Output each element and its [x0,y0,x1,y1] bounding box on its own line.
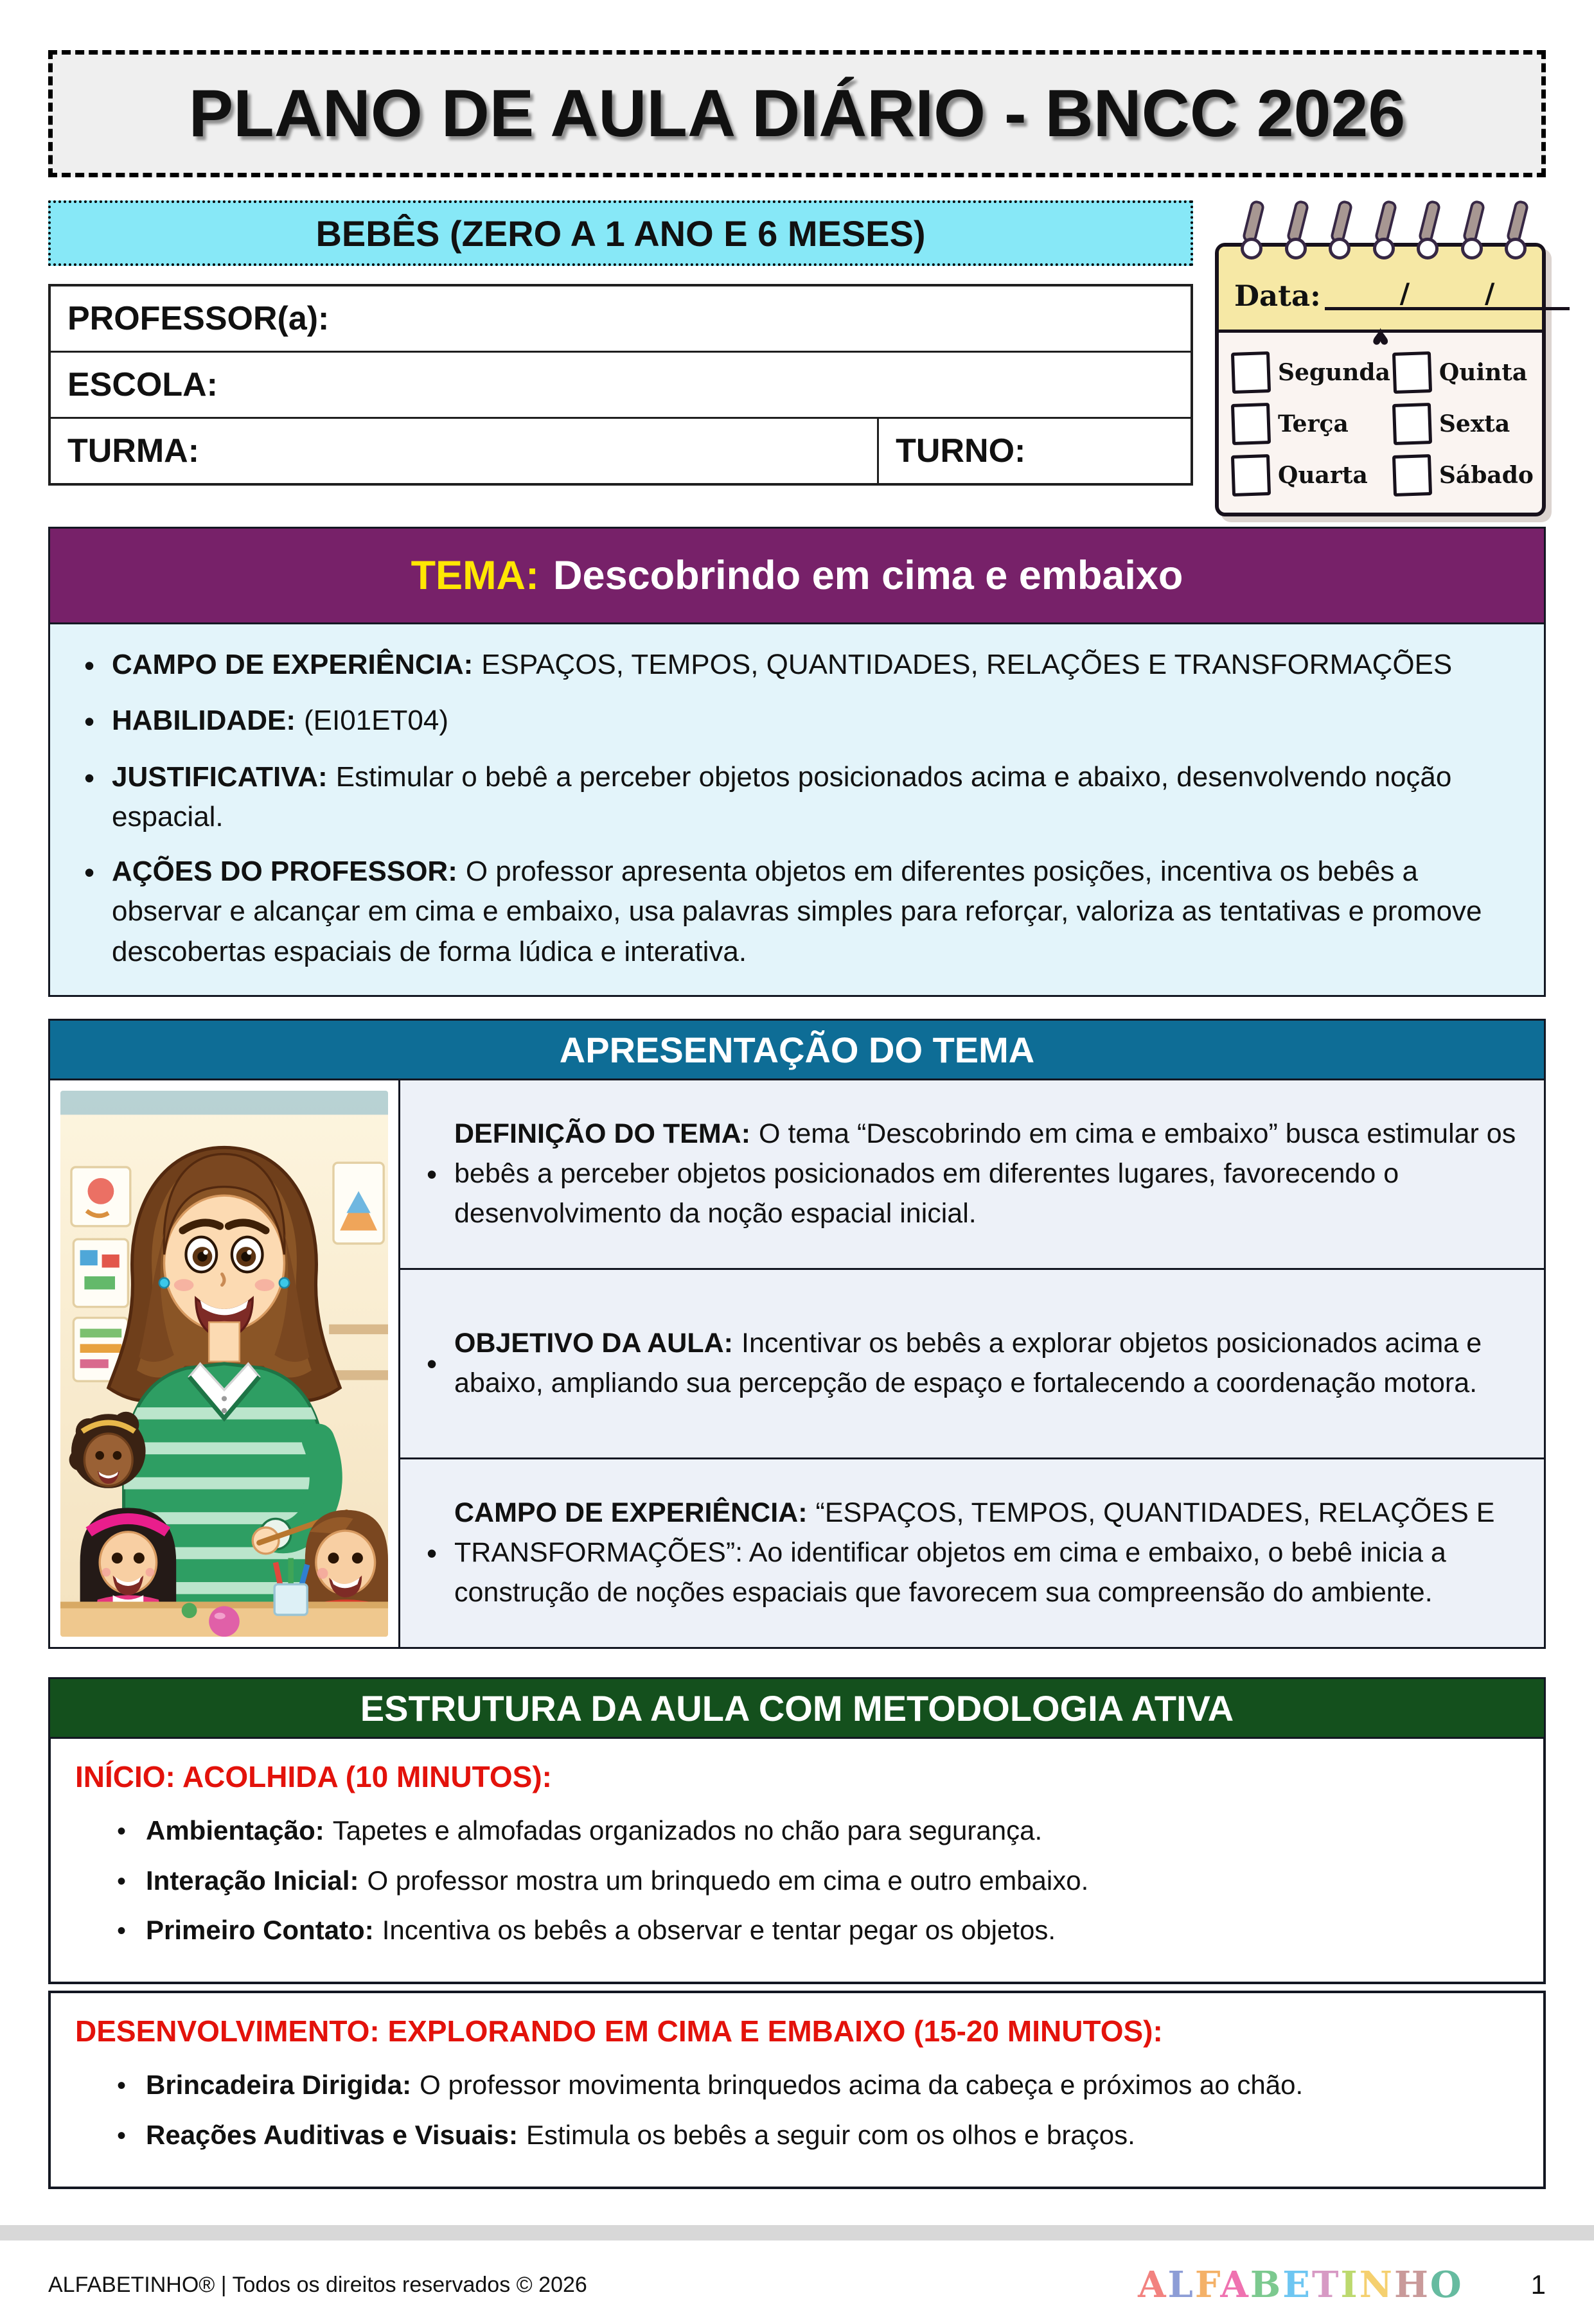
table-row-professor [51,286,1191,353]
document-title-box [48,50,1546,177]
spiral-ring-icon [1505,200,1524,262]
bullet-icon [67,701,112,743]
desenvolvimento-subheading: DESENVOLVIMENTO: EXPLORANDO EM CIMA E EMBAIXO (15-20 MINUTOS): [75,2014,1163,2048]
turno-label: TURNO: [896,432,1026,470]
desenvolvimento-section-box [48,1991,1546,2189]
bullet-icon [67,645,112,687]
spiral-ring-icon [1285,200,1304,262]
list-item: • JUSTIFICATIVA: Estimular o bebê a perceber objetos posicionados acima e abaixo, desenvolvendo noção espacial. [67,757,1514,838]
list-item: • HABILIDADE: (EI01ET04) [67,701,1514,743]
apresentacao-heading: APRESENTAÇÃO DO TEMA [559,1029,1035,1070]
spiral-ring-icon [1461,200,1480,262]
bullet-icon [67,757,112,838]
tema-label: TEMA: [411,553,540,598]
list-item: • Reações Auditivas e Visuais: Estimula os bebês a seguir com os olhos e braços. [97,2117,1519,2153]
footer-right [1138,2264,1546,2306]
list-item: • Ambientação: Tapetes e almofadas organizados no chão para segurança. [97,1812,1519,1849]
escola-label: ESCOLA: [67,366,218,403]
tema-title: Descobrindo em cima e embaixo [553,553,1183,598]
spiral-ring-icon [1329,200,1348,262]
turma-cell [51,419,877,483]
desenvolvimento-bullet-list [75,2066,1519,2153]
header-row [48,200,1570,516]
age-group-banner [48,200,1193,266]
tema-details-box [48,624,1546,997]
checkbox-sexta[interactable] [1392,403,1432,445]
spiral-rings [1241,200,1524,262]
checkbox-terca[interactable] [1231,403,1271,445]
list-item: • Interação Inicial: O professor mostra um brinquedo em cima e outro embaixo. [97,1862,1519,1899]
escola-input-area[interactable] [218,353,1191,417]
professor-input-area[interactable] [329,286,1191,351]
alfabetinho-logo: ALFABETINHO [1138,2264,1464,2307]
tema-bullet-list [67,645,1514,972]
day-item-sabado: Sábado [1393,455,1534,496]
turno-input-area[interactable] [1025,419,1191,483]
age-group-label: BEBÊS (ZERO A 1 ANO E 6 MESES) [315,213,926,254]
table-row: • CAMPO DE EXPERIÊNCIA: “ESPAÇOS, TEMPOS, QUANTIDADES, RELAÇÕES E TRANSFORMAÇÕES”: Ao identificar objetos em cima e embaixo, o bebê inicia a construção de noções espaciais que favorecem sua compreensão do ambiente. [400,1459,1544,1647]
bullet-icon [97,1912,146,1948]
professor-label: PROFESSOR(a): [67,300,330,337]
turno-cell [877,419,1191,483]
teacher-info-table [48,284,1193,486]
inicio-section-box [48,1739,1546,1984]
day-item-segunda: Segunda [1232,352,1390,393]
page-number: 1 [1530,2269,1546,2300]
calendar-notepad [1215,243,1570,516]
bullet-icon [67,852,112,972]
spiral-ring-icon [1417,200,1436,262]
date-label: Data: [1234,279,1321,313]
date-input-line[interactable]: / / [1324,277,1570,309]
checkbox-segunda[interactable] [1231,351,1271,394]
list-item: • Primeiro Contato: Incentiva os bebês a observar e tentar pegar os objetos. [97,1912,1519,1948]
page-title: PLANO DE AULA DIÁRIO - BNCC 2026 [188,76,1406,151]
turma-label: TURMA: [67,432,200,470]
bullet-icon [409,1532,454,1575]
apresentacao-content-box [48,1080,1546,1649]
tema-header-banner [48,527,1546,624]
bullet-icon [97,2117,146,2153]
day-item-quinta: Quinta [1393,352,1534,393]
list-item: • CAMPO DE EXPERIÊNCIA: ESPAÇOS, TEMPOS, QUANTIDADES, RELAÇÕES E TRANSFORMAÇÕES [67,645,1514,687]
turma-input-area[interactable] [199,419,877,483]
page-bottom-strip [0,2225,1594,2240]
header-left-column [48,200,1193,486]
copyright-text: ALFABETINHO® | Todos os direitos reservados © 2026 [48,2272,587,2297]
checkbox-sabado[interactable] [1392,454,1432,497]
spiral-ring-icon [1241,200,1260,262]
day-item-sexta: Sexta [1393,403,1534,445]
teacher-illustration-cell [50,1080,400,1647]
bullet-icon [97,1812,146,1849]
bullet-icon [409,1153,454,1196]
page-footer [48,2264,1546,2324]
weekday-checkbox-grid [1219,333,1542,513]
table-row-turma-turno [51,419,1191,483]
estrutura-heading: ESTRUTURA DA AULA COM METODOLOGIA ATIVA [360,1687,1234,1729]
day-item-quarta: Quarta [1232,455,1390,496]
inicio-bullet-list [75,1812,1519,1948]
table-row: • DEFINIÇÃO DO TEMA: O tema “Descobrindo em cima e embaixo” busca estimular os bebês a perceber objetos posicionados em diferentes lugares, favorecendo o desenvolvimento da noção espacial inicial. [400,1080,1544,1270]
estrutura-header-banner [48,1677,1546,1739]
bullet-icon [97,1862,146,1899]
checkbox-quarta[interactable] [1231,454,1271,497]
day-item-terca: Terça [1232,403,1390,445]
teacher-illustration [60,1091,388,1637]
table-row: • OBJETIVO DA AULA: Incentivar os bebês a explorar objetos posicionados acima e abaixo, ampliando sua percepção de espaço e fortalecendo a coordenação motora. [400,1270,1544,1459]
apresentacao-header-banner [48,1019,1546,1080]
table-row-escola [51,353,1191,419]
apresentacao-rows [400,1080,1544,1647]
date-calendar-widget [1215,200,1570,516]
spiral-ring-icon [1373,200,1392,262]
list-item: • Brincadeira Dirigida: O professor movimenta brinquedos acima da cabeça e próximos ao chão. [97,2066,1519,2103]
list-item: • AÇÕES DO PROFESSOR: O professor apresenta objetos em diferentes posições, incentiva os bebês a observar e alcançar em cima e embaixo, usa palavras simples para reforçar, valoriza as tentativas e promove descobertas espaciais de forma lúdica e interativa. [67,852,1514,972]
inicio-subheading: INÍCIO: ACOLHIDA (10 MINUTOS): [75,1760,552,1794]
bullet-icon [97,2066,146,2103]
checkbox-quinta[interactable] [1392,351,1432,394]
bullet-icon [409,1342,454,1386]
